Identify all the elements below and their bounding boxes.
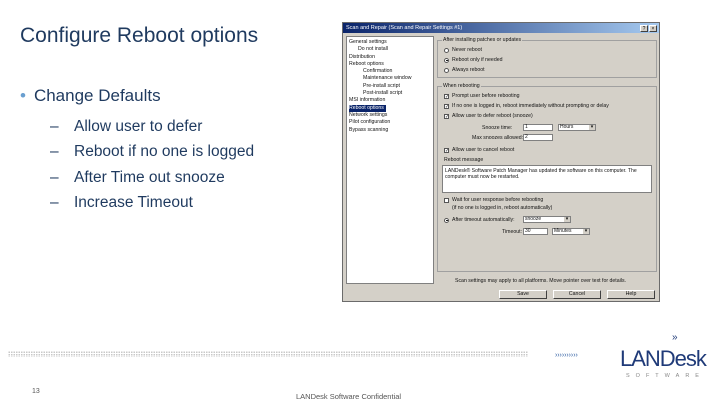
- tree-item-label: Pilot configuration: [349, 119, 391, 126]
- timeout-action-select[interactable]: snooze ▾: [523, 216, 571, 223]
- tree-item-label: Maintenance window: [363, 75, 412, 82]
- timeout-label: Timeout:: [502, 229, 522, 235]
- footer-note: Scan settings may apply to all platforms. Move pointer over text for details.: [455, 278, 626, 284]
- checkbox-label: If no one is logged in, reboot immediately without prompting or delay: [452, 103, 609, 109]
- max-snoozes-field[interactable]: 2: [523, 134, 553, 141]
- tree-item-label: MSI information: [349, 97, 386, 104]
- sub-bullet: [50, 165, 254, 191]
- tree-item[interactable]: [349, 39, 431, 46]
- tree-item-label: Network settings: [349, 111, 388, 118]
- snooze-time-label: Snooze time:: [482, 125, 513, 131]
- sub-bullet-text: After Time out snooze: [74, 168, 225, 186]
- help-button[interactable]: Help: [607, 290, 655, 299]
- tree-item[interactable]: [349, 127, 431, 134]
- checkbox[interactable]: ✓: [445, 147, 450, 154]
- radio-reboot-if-needed[interactable]: [444, 57, 502, 63]
- check-allow-cancel[interactable]: [444, 147, 514, 153]
- radio-label: After timeout automatically:: [452, 217, 515, 223]
- reboot-message-label: Reboot message: [444, 157, 484, 163]
- tree-item[interactable]: [349, 75, 431, 82]
- install-group-label: After installing patches or updates: [443, 37, 522, 43]
- tree-item[interactable]: [349, 83, 431, 90]
- logo-check-icon: »: [672, 332, 678, 343]
- settings-tree[interactable]: [346, 36, 434, 284]
- reboot-message-textarea[interactable]: LANDesk® Software Patch Manager has updated the software on this computer. The computer must now be restarted.: [442, 165, 652, 193]
- checkbox-label: Allow user to defer reboot (snooze): [452, 113, 533, 119]
- slide-title: Configure Reboot options: [20, 24, 259, 47]
- rebooting-group: [437, 83, 657, 272]
- checkbox-label: Prompt user before rebooting: [452, 93, 520, 99]
- cancel-button[interactable]: Cancel: [553, 290, 601, 299]
- sub-bullet-text: Allow user to defer: [74, 117, 203, 135]
- radio-button[interactable]: [444, 68, 449, 73]
- dialog-titlebar[interactable]: [343, 23, 659, 33]
- logo-subtitle: SOFTWARE: [626, 373, 705, 379]
- sub-bullet: [50, 191, 254, 217]
- sub-bullet: [50, 140, 254, 166]
- max-snoozes-label: Max snoozes allowed:: [472, 135, 524, 141]
- arrows-icon: › › › › › › › › › ›: [555, 352, 577, 359]
- landesk-logo: LANDesk: [620, 346, 706, 371]
- check-no-one-logged[interactable]: [444, 103, 609, 109]
- bullet-text: Change Defaults: [33, 86, 161, 105]
- tree-item[interactable]: [349, 97, 431, 104]
- snooze-time-field[interactable]: 1: [523, 124, 553, 131]
- sub-bullet-text: Increase Timeout: [74, 194, 193, 212]
- help-icon[interactable]: ?: [640, 25, 648, 32]
- close-icon[interactable]: ×: [649, 25, 657, 32]
- checkbox-label: Wait for user response before rebooting: [452, 197, 544, 203]
- install-group: [437, 37, 657, 78]
- dash: –: [50, 194, 59, 212]
- radio-button[interactable]: [444, 48, 449, 53]
- sub-bullet-text: Reboot if no one is logged: [74, 143, 255, 161]
- dash: –: [50, 143, 59, 161]
- bullet-change-defaults: [20, 86, 161, 106]
- tree-item[interactable]: [349, 112, 431, 119]
- dash: –: [50, 168, 59, 186]
- timeout-field[interactable]: 30: [523, 228, 548, 235]
- tree-item-label: General settings: [349, 39, 387, 45]
- radio-label: Reboot only if needed: [452, 57, 503, 63]
- check-allow-defer[interactable]: [444, 113, 533, 119]
- radio-button[interactable]: [444, 58, 449, 63]
- sub-bullet-list: [50, 114, 254, 216]
- check-wait-response[interactable]: [444, 197, 543, 203]
- bullet-dot: •: [20, 86, 26, 105]
- tree-item-label: Pre-install script: [363, 82, 400, 89]
- page-number: 13: [32, 388, 40, 395]
- tree-item-label: Reboot options: [349, 60, 384, 67]
- confidential-notice: LANDesk Software Confidential: [296, 392, 402, 401]
- checkbox[interactable]: ✓: [445, 93, 450, 100]
- tree-item-label: Do not install: [358, 46, 388, 53]
- radio-label: Never reboot: [452, 47, 482, 53]
- radio-after-timeout[interactable]: [444, 217, 515, 223]
- dash: –: [50, 117, 59, 135]
- window-controls: [640, 25, 659, 32]
- tree-item[interactable]: [349, 90, 431, 97]
- tree-item[interactable]: [349, 105, 431, 112]
- tree-item-label: Distribution: [349, 53, 375, 60]
- radio-never-reboot[interactable]: [444, 47, 482, 53]
- tree-item-label: Confirmation: [363, 68, 393, 75]
- tree-item[interactable]: [349, 68, 431, 75]
- rebooting-group-label: When rebooting: [443, 83, 480, 89]
- tree-item[interactable]: [349, 54, 431, 61]
- dialog-title: Scan and Repair (Scan and Repair Settings #1): [346, 25, 463, 31]
- check-prompt-user[interactable]: [444, 93, 519, 99]
- radio-always-reboot[interactable]: [444, 67, 485, 73]
- tree-item[interactable]: [349, 46, 431, 53]
- radio-label: Always reboot: [452, 67, 485, 73]
- tree-item-label: Bypass scanning: [349, 126, 389, 133]
- save-button[interactable]: Save: [499, 290, 547, 299]
- checkbox[interactable]: ✓: [445, 103, 450, 110]
- reboot-settings-dialog: [342, 22, 660, 302]
- radio-button[interactable]: [444, 218, 449, 223]
- sub-bullet: [50, 114, 254, 140]
- checkbox-label: Allow user to cancel reboot: [452, 147, 515, 153]
- checkbox[interactable]: ✓: [445, 113, 450, 120]
- tree-item[interactable]: [349, 119, 431, 126]
- snooze-unit-select[interactable]: Hours ▾: [558, 124, 596, 131]
- checkbox[interactable]: [444, 198, 449, 203]
- wait-hint: (if no one is logged in, reboot automatically): [452, 205, 553, 211]
- tree-item-label: Post-install script: [363, 90, 403, 97]
- timeout-unit-select[interactable]: Minutes ▾: [552, 228, 590, 235]
- footer-dotted-line: [8, 351, 528, 357]
- tree-item[interactable]: [349, 61, 431, 68]
- tree-item-label: Reboot options: [349, 104, 384, 111]
